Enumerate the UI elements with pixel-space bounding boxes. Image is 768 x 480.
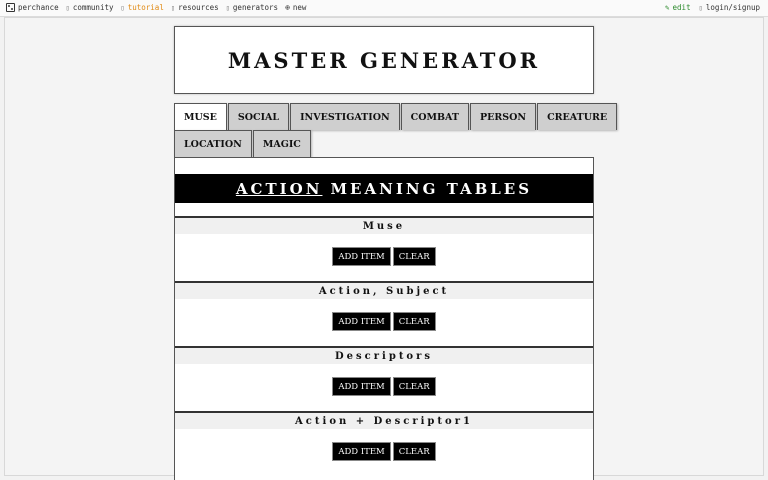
resources-link[interactable]: [171, 3, 219, 12]
section-buttons: [175, 378, 593, 395]
banner-text: MEANING TABLES: [330, 179, 533, 198]
clear-button[interactable]: CLEAR: [394, 378, 435, 395]
tab-social[interactable]: SOCIAL: [228, 103, 289, 130]
new-label: new: [292, 3, 307, 12]
section-buttons: [175, 443, 593, 460]
topbar-left-links: [6, 3, 306, 12]
tab-investigation[interactable]: INVESTIGATION: [290, 103, 400, 130]
community-label: community: [72, 3, 114, 12]
add-item-button[interactable]: ADD ITEM: [333, 378, 389, 395]
tab-combat[interactable]: COMBAT: [401, 103, 469, 130]
tutorial-label: tutorial: [127, 3, 164, 12]
add-item-button[interactable]: ADD ITEM: [333, 313, 389, 330]
dice-icon: [6, 3, 15, 12]
section-title: Action, Subject: [175, 283, 593, 299]
banner-link[interactable]: ACTION: [235, 179, 323, 198]
clear-button[interactable]: CLEAR: [394, 313, 435, 330]
section-buttons: [175, 248, 593, 265]
add-item-button[interactable]: ADD ITEM: [333, 443, 389, 460]
login-signup-link[interactable]: [699, 3, 760, 12]
category-tabs: [174, 103, 608, 157]
new-generator-link[interactable]: [285, 3, 306, 12]
tab-magic[interactable]: MAGIC: [253, 130, 311, 157]
tutorial-icon: ▯: [120, 3, 125, 12]
content-panel: [174, 157, 594, 480]
community-icon: ▯: [65, 3, 70, 12]
tab-row-2: [174, 130, 594, 157]
section-buttons: [175, 313, 593, 330]
clear-button[interactable]: CLEAR: [394, 443, 435, 460]
pencil-icon: ✎: [665, 3, 670, 12]
resources-icon: ▯: [170, 3, 176, 12]
clear-button[interactable]: CLEAR: [394, 248, 435, 265]
page-title: MASTER GENERATOR: [227, 47, 541, 73]
tab-creature[interactable]: CREATURE: [537, 103, 617, 130]
tutorial-link[interactable]: [121, 3, 164, 12]
globe-icon: ⊕: [285, 3, 290, 12]
table-section-action-subject: [175, 281, 593, 346]
community-link[interactable]: [66, 3, 114, 12]
user-icon: ▯: [698, 3, 703, 12]
table-section-descriptors: [175, 346, 593, 411]
topbar-right-links: [665, 3, 760, 12]
generators-link[interactable]: [226, 3, 278, 12]
table-section-action-descriptor1: [175, 411, 593, 476]
tab-muse[interactable]: MUSE: [174, 103, 227, 130]
resources-label: resources: [178, 3, 219, 12]
generators-icon: ▯: [225, 3, 230, 12]
perchance-label: perchance: [18, 3, 59, 12]
perchance-home-link[interactable]: [6, 3, 59, 12]
title-box: [174, 26, 594, 94]
top-navigation-bar: [0, 0, 768, 17]
section-banner: [175, 174, 593, 203]
section-title: Muse: [175, 218, 593, 234]
tab-row-1: [174, 103, 608, 130]
table-section-muse: [175, 216, 593, 281]
login-signup-label: login/signup: [705, 3, 760, 12]
add-item-button[interactable]: ADD ITEM: [333, 248, 389, 265]
generators-label: generators: [232, 3, 279, 12]
section-title: Descriptors: [175, 348, 593, 364]
tab-person[interactable]: PERSON: [470, 103, 536, 130]
tab-location[interactable]: LOCATION: [174, 130, 252, 157]
edit-link[interactable]: [665, 3, 691, 12]
edit-label: edit: [672, 3, 691, 12]
section-title: Action + Descriptor1: [175, 413, 593, 429]
